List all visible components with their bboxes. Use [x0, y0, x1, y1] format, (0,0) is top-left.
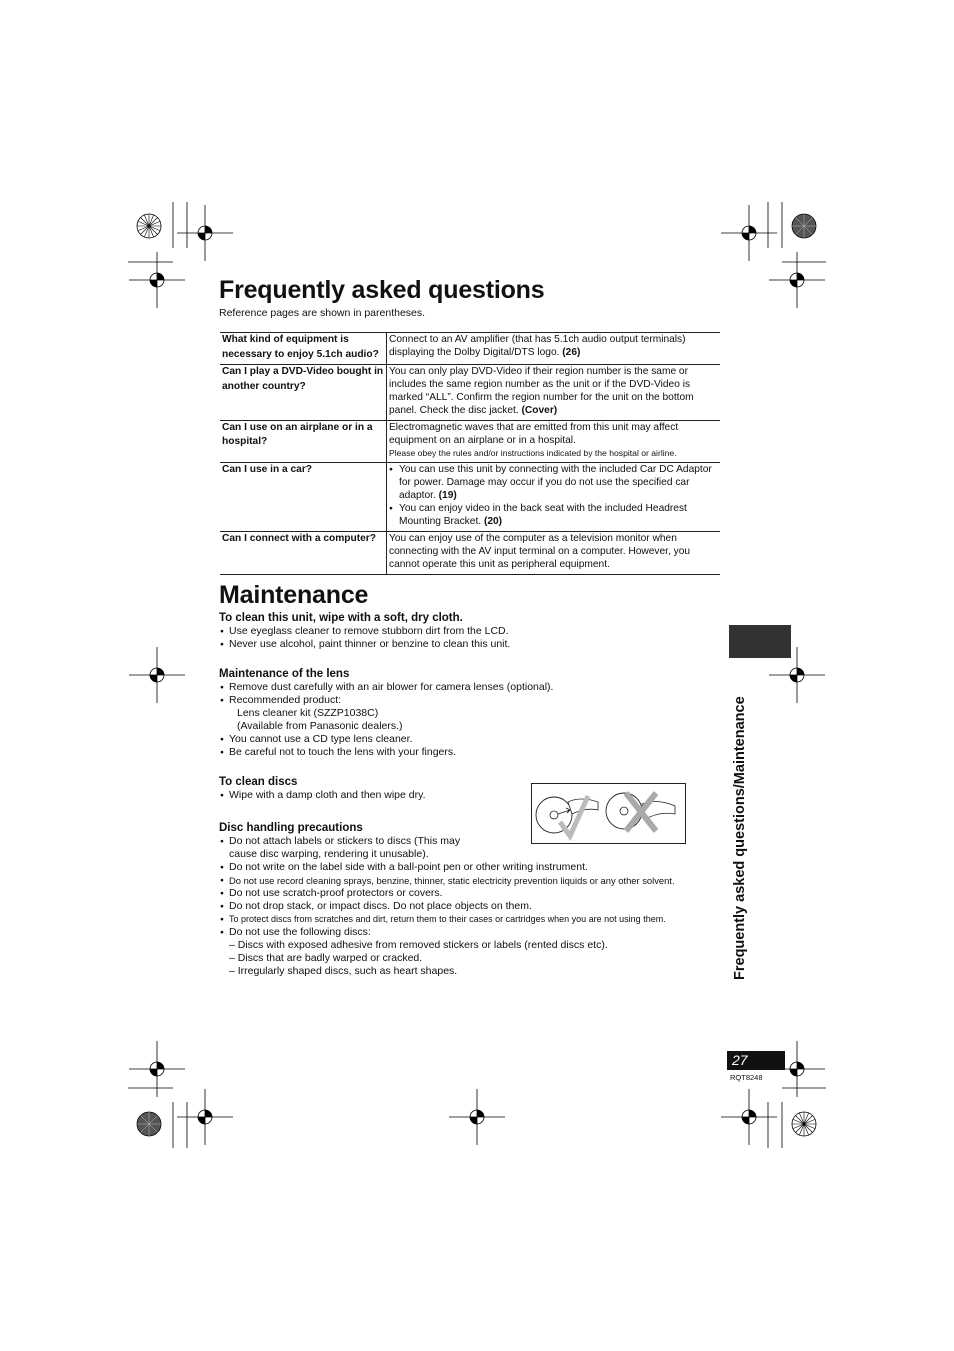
faq-title: Frequently asked questions: [219, 276, 545, 304]
side-section-label: Frequently asked questions/Maintenance: [732, 696, 748, 980]
table-row: [220, 463, 720, 532]
table-row: [220, 333, 720, 365]
list-item: ● Do not drop stack, or impact discs. Do not place objects on them.: [219, 900, 675, 913]
list-item-continued: cause disc warping, rendering it unusable).: [229, 848, 429, 860]
page-ref: (Cover): [521, 404, 558, 416]
discs-section: [219, 775, 426, 802]
question: What kind of equipment is necessary to enjoy 5.1ch audio?: [220, 333, 387, 365]
list-item: ● Wipe with a damp cloth and then wipe dry.: [219, 789, 426, 802]
list-item: ● Remove dust carefully with an air blower for camera lenses (optional).: [219, 681, 553, 694]
list-item: ● You cannot use a CD type lens cleaner.: [219, 733, 553, 746]
document-code: RQT8248: [730, 1073, 763, 1082]
list-item: ● To protect discs from scratches and dirt, return them to their cases or cartridges when you are not using them.: [219, 913, 675, 926]
maintenance-title: Maintenance: [219, 581, 369, 609]
list-item: ● Never use alcohol, paint thinner or benzine to clean this unit.: [219, 638, 510, 651]
list-item: ● Do not attach labels or stickers to discs (This may: [219, 835, 675, 848]
list-item: ● Be careful not to touch the lens with your fingers.: [219, 746, 553, 759]
answer: You can only play DVD-Video if their region number is the same or includes the same region number as the unit or if the DVD-Video is marked “ALL”. Confirm the region number for the unit on the bottom panel. Check the disc jacket. (Cover): [387, 365, 721, 421]
lens-section: [219, 667, 553, 759]
question: Can I connect with a computer?: [220, 531, 387, 574]
table-row: [220, 531, 720, 574]
question: Can I use in a car?: [220, 463, 387, 532]
sub-item: – Discs with exposed adhesive from removed stickers or labels (rented discs etc).: [229, 939, 608, 951]
clean-unit-section: [219, 611, 510, 651]
list-item: ● Use eyeglass cleaner to remove stubborn dirt from the LCD.: [219, 625, 510, 638]
reference-note: Reference pages are shown in parentheses.: [219, 307, 426, 319]
answer: [387, 463, 721, 532]
product-name: Lens cleaner kit (SZZP1038C): [237, 707, 379, 719]
list-item: ● Do not use scratch-proof protectors or covers.: [219, 887, 675, 900]
list-item: ● Do not use the following discs:: [219, 926, 675, 939]
question: Can I use on an airplane or in a hospital?: [220, 420, 387, 463]
handling-section: [219, 821, 675, 978]
page-ref: (26): [562, 346, 581, 358]
list-item: ● Do not write on the label side with a ball-point pen or other writing instrument.: [219, 861, 675, 874]
question: Can I play a DVD-Video bought in another country?: [220, 365, 387, 421]
answer-note: Please obey the rules and/or instructions indicated by the hospital or airline.: [389, 448, 677, 459]
answer-bullet: ● You can enjoy video in the back seat with the included Headrest Mounting Bracket. (20): [389, 503, 718, 529]
faq-table: [220, 332, 720, 575]
page-number: 27: [727, 1051, 785, 1070]
answer-bullet: ● You can use this unit by connecting with the included Car DC Adaptor for power. Damage may occur if you do not use the specified car adaptor. (19): [389, 464, 718, 503]
section-heading: To clean discs: [219, 776, 298, 788]
answer: Connect to an AV amplifier (that has 5.1ch audio output terminals) displaying the Dolby Digital/DTS logo. (26): [387, 333, 721, 365]
answer: Electromagnetic waves that are emitted from this unit may affect equipment on an airplane or in a hospital. Please obey the rules and/or instructions indicated by the hospital or airline.: [387, 420, 721, 463]
table-row: [220, 365, 720, 421]
table-row: [220, 420, 720, 463]
section-heading: Disc handling precautions: [219, 822, 363, 834]
section-heading: Maintenance of the lens: [219, 668, 350, 680]
list-item: ● Do not use record cleaning sprays, benzine, thinner, static electricity prevention liquids or any other solvent.: [219, 874, 675, 887]
list-item: ● Recommended product:: [219, 694, 553, 707]
sub-item: – Discs that are badly warped or cracked.: [229, 952, 423, 964]
answer: You can enjoy use of the computer as a television monitor when connecting with the AV input terminal on a computer. However, you cannot operate this unit as peripheral equipment.: [387, 531, 721, 574]
sub-item: – Irregularly shaped discs, such as heart shapes.: [229, 965, 458, 977]
product-note: (Available from Panasonic dealers.): [237, 720, 403, 732]
section-heading: To clean this unit, wipe with a soft, dry cloth.: [219, 612, 463, 624]
section-tab-marker: [729, 625, 791, 658]
